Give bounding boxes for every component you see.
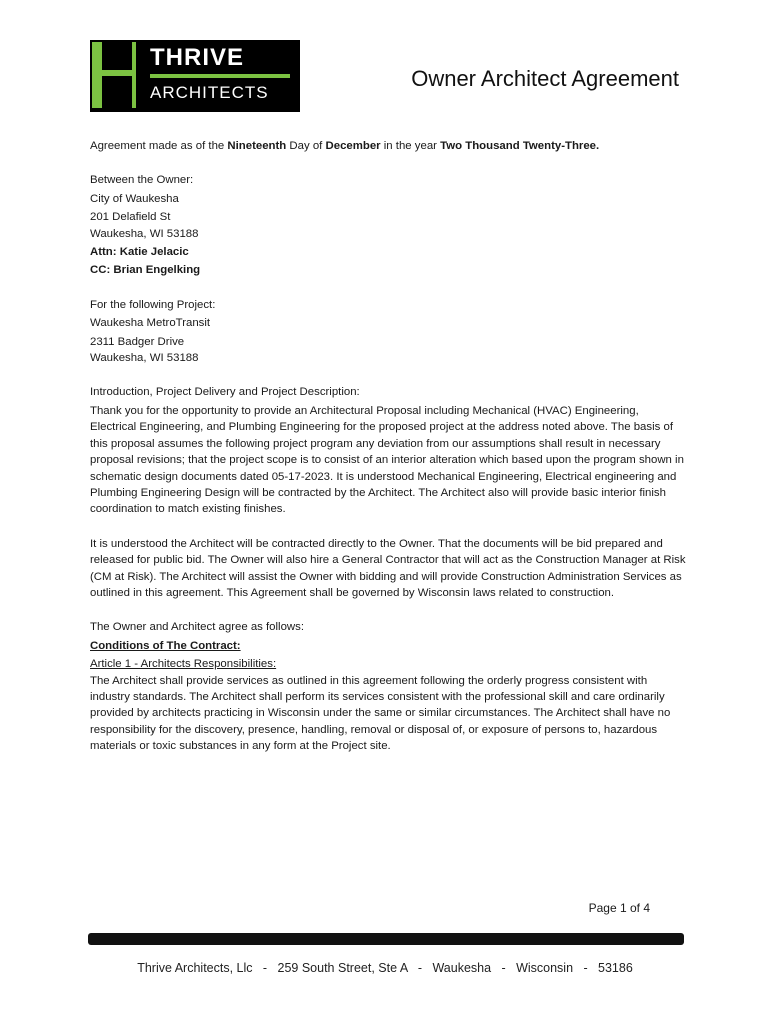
project-name: Waukesha MetroTransit [90, 317, 211, 330]
intro-paragraph-1: Thank you for the opportunity to provide an Architectural Proposal including Mechanical (HVAC) Engineering, Electrical Engineering, and Plumbing Engineering for the proposed project at the address noted above. The basis of this proposal assumes the following project program any deviation from our assumptions shall result in necessary proposal revisions; that the project scope is to consist of an interior alteration which based upon the program shown in schematic design documents dated 05-17-2023. It is understood Mechanical Engineering, Electrical engineering and Plumbing Engineering Design will be contracted by the Architect. The Architect also will provide basic interior finish coordination to match existing finishes. [90, 404, 684, 516]
document-title: Owner Architect Agreement [411, 66, 679, 91]
logo-mark-bar [92, 42, 102, 108]
article-1-title: Article 1 - Architects Responsibilities: [90, 658, 277, 671]
owner-cc: CC: Brian Engelking [90, 264, 201, 277]
logo-wordmark-bottom: ARCHITECTS [150, 83, 269, 102]
owner-attn: Attn: Katie Jelacic [90, 246, 189, 259]
document-body [90, 138, 686, 755]
agreement-year: Two Thousand Twenty-Three. [440, 140, 600, 152]
footer-address: Thrive Architects, Llc - 259 South Street, Ste A - Waukesha - Wisconsin - 53186 [137, 961, 633, 975]
logo-rule [150, 74, 290, 78]
project-heading: For the following Project: [90, 298, 216, 311]
conditions-intro: The Owner and Architect agree as follows: [90, 621, 304, 634]
page-number: Page 1 of 4 [588, 901, 650, 915]
logo-mark-bar-2 [132, 42, 136, 108]
project-city: Waukesha, WI 53188 [90, 352, 199, 365]
owner-heading: Between the Owner: [90, 174, 194, 187]
intro-paragraph-2: It is understood the Architect will be contracted directly to the Owner. That the documents will be bid prepared and released for public bid. The Owner will also hire a General Contractor that will act as the Construction Manager at Risk (CM at Risk). The Architect will assist the Owner with bidding and will provide Construction Administration Services as outlined in this agreement. This Agreement shall be governed by Wisconsin laws related to construction. [90, 537, 686, 599]
footer-divider-bar [88, 933, 684, 945]
owner-street: 201 Delafield St [90, 211, 171, 224]
intro-heading: Introduction, Project Delivery and Project Description: [90, 386, 360, 399]
logo-wordmark-top: THRIVE [150, 44, 245, 71]
article-1-body: The Architect shall provide services as outlined in this agreement following the orderly progress consistent with industry standards. The Architect shall perform its services consistent with the professional skill and care ordinarily provided by architects practicing in Wisconsin under the same or similar circumstances. The Architect shall have no responsibility for the discovery, presence, handling, removal or disposal of, or exposure of persons to, hazardous materials or toxic substances in any form at the Project site. [90, 674, 671, 753]
project-street: 2311 Badger Drive [90, 335, 185, 348]
agreement-day: Nineteenth [227, 140, 287, 152]
owner-city: Waukesha, WI 53188 [90, 227, 199, 240]
company-logo [90, 40, 300, 112]
agreement-month: December [325, 140, 381, 152]
conditions-heading: Conditions of The Contract: [90, 639, 241, 652]
agreement-date-line: Agreement made as of the Nineteenth Day of December in the year Two Thousand Twenty-Three. [90, 140, 600, 152]
logo-mark-crossbar [102, 70, 132, 76]
owner-name: City of Waukesha [90, 192, 179, 205]
